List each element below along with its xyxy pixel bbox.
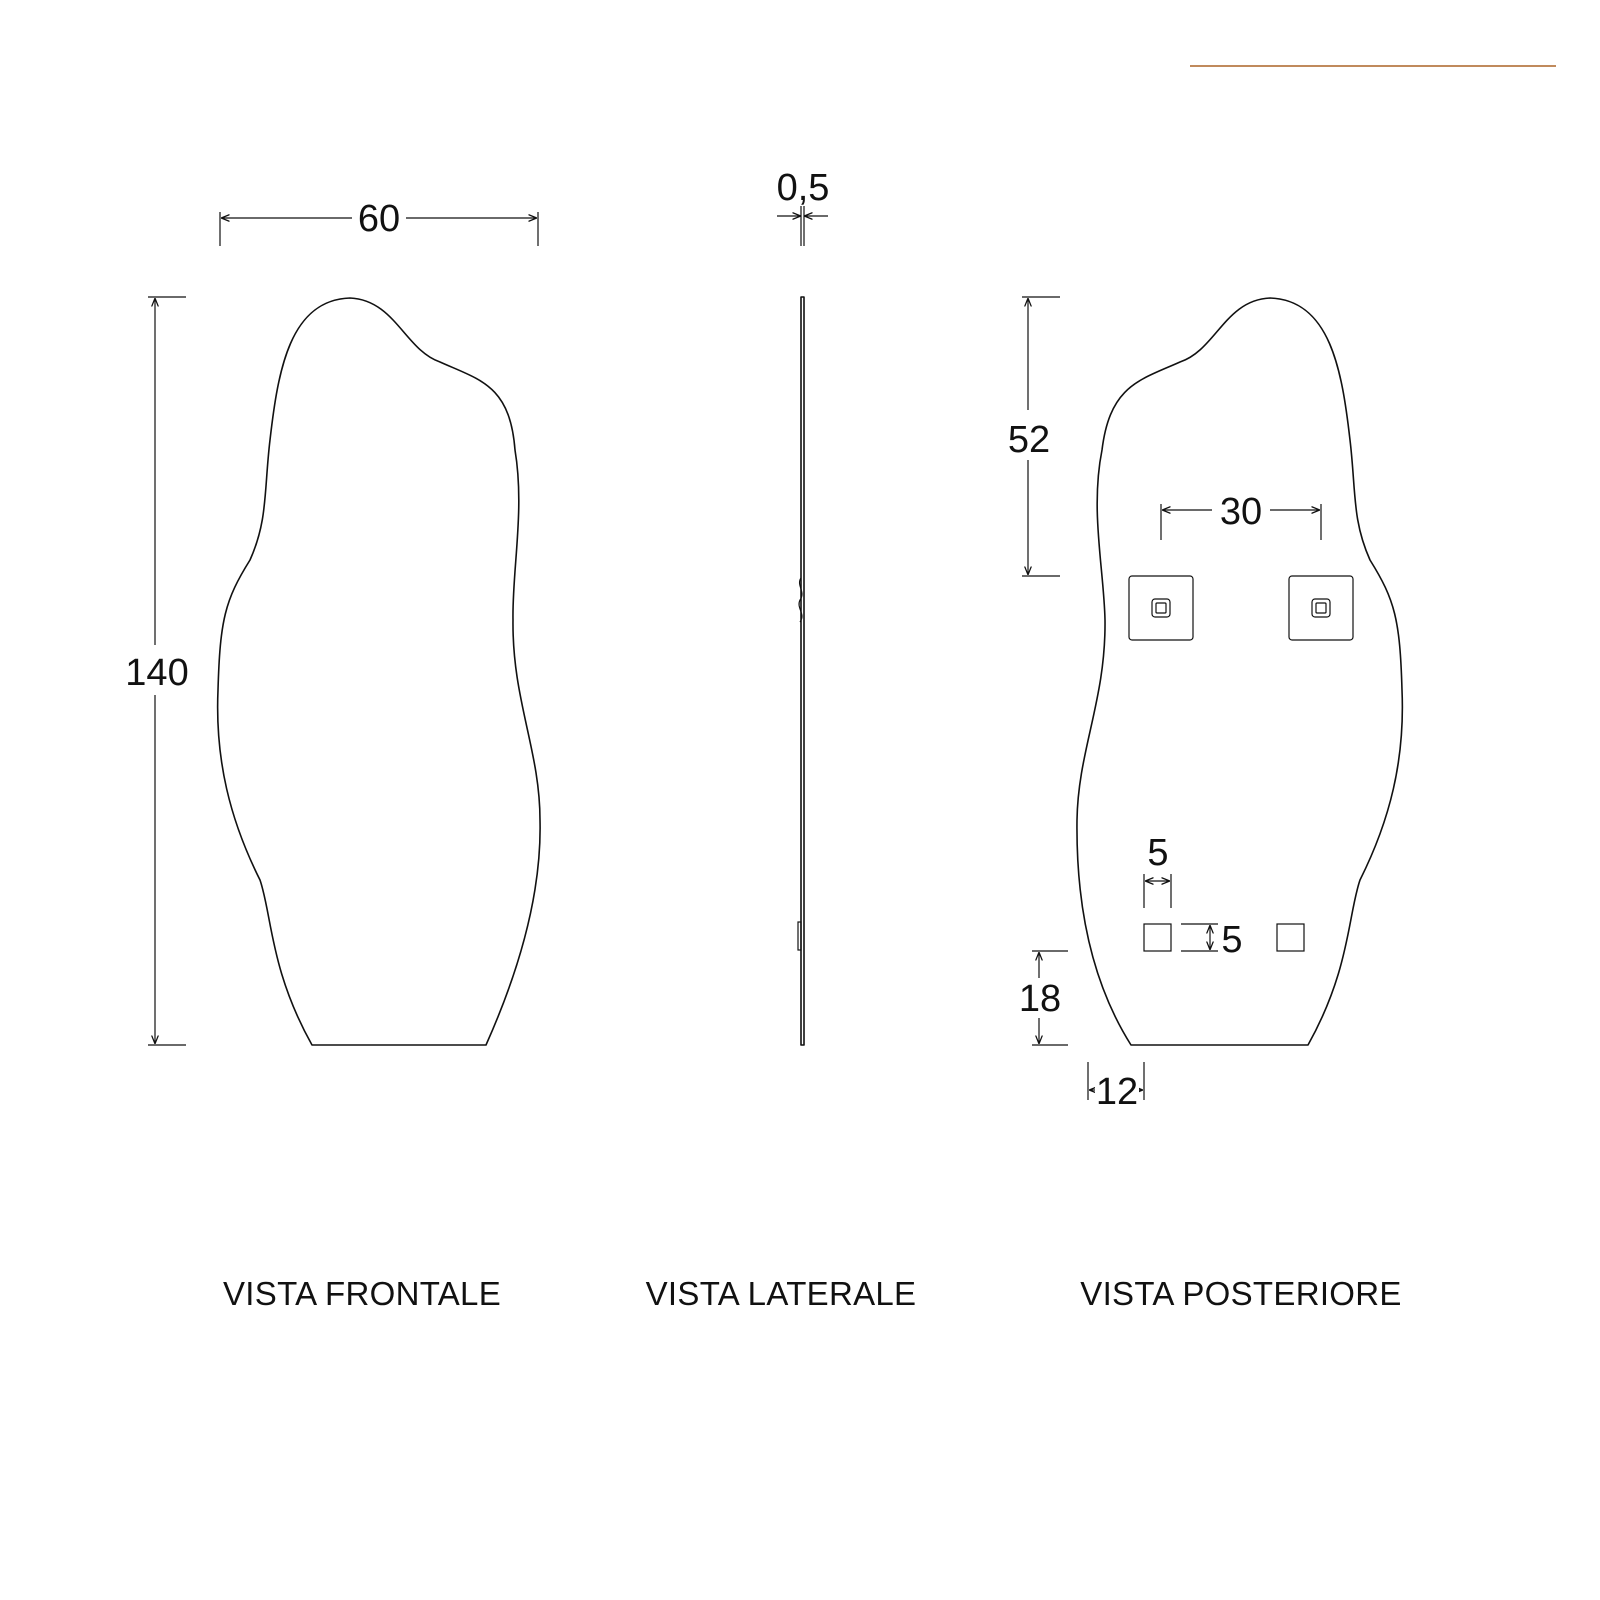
pad-right <box>1277 924 1304 951</box>
bracket-right <box>1289 576 1353 640</box>
bracket-right-plate <box>1289 576 1353 640</box>
front-view <box>125 198 540 1312</box>
side-view <box>646 167 917 1312</box>
back-side-offset-label: 12 <box>1095 1071 1139 1113</box>
bracket-right-screw-inner <box>1316 603 1326 613</box>
back-caption: VISTA POSTERIORE <box>1080 1275 1402 1312</box>
back-bottom-offset-label: 18 <box>1018 978 1062 1020</box>
back-view <box>1008 297 1403 1312</box>
side-thickness-label: 0,5 <box>776 167 830 209</box>
side-caption: VISTA LATERALE <box>645 1275 917 1312</box>
back-top-offset-label: 52 <box>1007 419 1051 461</box>
bracket-left-screw <box>1152 599 1170 617</box>
front-mirror-outline <box>218 298 540 1045</box>
pad-left <box>1144 924 1171 951</box>
bracket-left-screw-inner <box>1156 603 1166 613</box>
bracket-right-screw <box>1312 599 1330 617</box>
front-caption: VISTA FRONTALE <box>222 1275 502 1312</box>
front-height-label: 140 <box>125 652 189 694</box>
back-bracket-spacing-label: 30 <box>1219 491 1263 533</box>
side-bracket-lower <box>798 922 801 950</box>
bracket-left <box>1129 576 1193 640</box>
bracket-left-plate <box>1129 576 1193 640</box>
back-pad-height-label: 5 <box>1221 919 1243 961</box>
front-width-label: 60 <box>357 198 401 240</box>
back-pad-width-label: 5 <box>1147 832 1169 874</box>
